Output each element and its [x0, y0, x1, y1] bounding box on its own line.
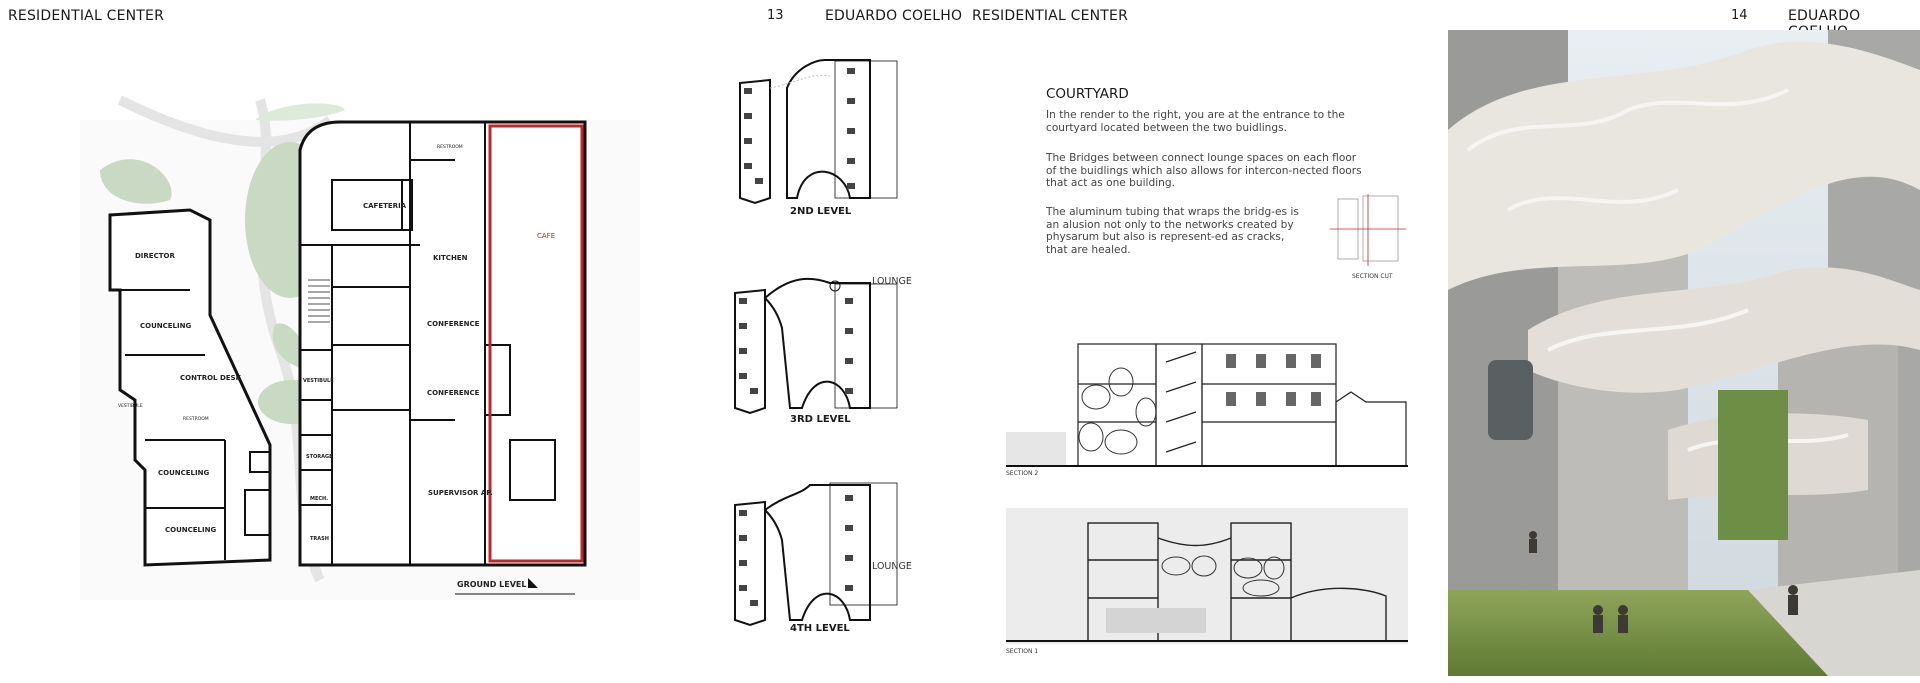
room-supervisor: SUPERVISOR AP. — [428, 489, 493, 497]
room-vestibule-left: VESTIBULE — [118, 404, 143, 409]
room-vestibule-right: VESTIBULE — [303, 378, 334, 384]
room-conference-1: CONFERENCE — [427, 320, 480, 328]
courtyard-render-image — [1448, 30, 1920, 676]
level-3-lounge-callout: LOUNGE — [872, 276, 912, 287]
section-1-drawing — [1006, 508, 1408, 644]
room-kitchen: KITCHEN — [433, 254, 468, 262]
right-page-number: 14 — [1731, 8, 1748, 23]
room-director: DIRECTOR — [135, 252, 175, 260]
section-2-label: SECTION 2 — [1006, 470, 1039, 477]
right-page-author: EDUARDO — [1788, 8, 1861, 24]
left-page-number: 13 — [767, 8, 784, 23]
courtyard-paragraph-1: In the render to the right, you are at the entrance to the courtyard located between the two buidlings. — [1046, 109, 1345, 134]
room-cafeteria: CAFETERIA — [363, 202, 407, 210]
room-counceling-2: COUNCELING — [158, 469, 210, 477]
right-page-header: RESIDENTIAL CENTER — [972, 8, 1129, 24]
room-control-desk: CONTROL DESK — [180, 374, 242, 382]
section-cut-key-plan — [1328, 194, 1408, 274]
section-cut-label: SECTION CUT — [1352, 273, 1393, 280]
room-cafe: CAFE — [537, 232, 556, 240]
left-page-header: RESIDENTIAL CENTER — [8, 8, 165, 24]
level-4-plan — [730, 480, 905, 630]
level-3-label: 3RD LEVEL — [790, 414, 851, 425]
section-1-label: SECTION 1 — [1006, 648, 1039, 655]
level-4-lounge-callout: LOUNGE — [872, 561, 912, 572]
room-conference-2: CONFERENCE — [427, 389, 480, 397]
courtyard-paragraph-2: The Bridges between connect lounge spaces on each floor of the buidlings which also allows for intercon-nected floors that act as one building. — [1046, 152, 1362, 189]
section-2-drawing — [1006, 342, 1408, 470]
room-storage: STORAGE — [306, 454, 333, 460]
courtyard-paragraph-3: The aluminum tubing that wraps the bridg-es is an alusion not only to the networks created by physarum but also is represent-ed as cracks, that are healed. — [1046, 206, 1299, 256]
room-mech: MECH. — [310, 496, 329, 502]
room-restroom-right: RESTROOM — [437, 145, 463, 150]
room-trash: TRASH — [310, 536, 329, 542]
room-restroom-left: RESTROOM — [183, 417, 209, 422]
level-2-plan — [735, 58, 905, 208]
level-4-label: 4TH LEVEL — [790, 623, 850, 634]
room-counceling-3: COUNCELING — [165, 526, 217, 534]
left-page-author: EDUARDO COELHO — [825, 8, 963, 24]
level-3-plan — [730, 268, 905, 418]
ground-level-label: GROUND LEVEL — [457, 580, 527, 589]
level-2-label: 2ND LEVEL — [790, 206, 852, 217]
courtyard-title: COURTYARD — [1046, 86, 1129, 102]
right-building — [300, 122, 585, 565]
room-counceling-1: COUNCELING — [140, 322, 192, 330]
ground-level-plan — [80, 100, 640, 600]
